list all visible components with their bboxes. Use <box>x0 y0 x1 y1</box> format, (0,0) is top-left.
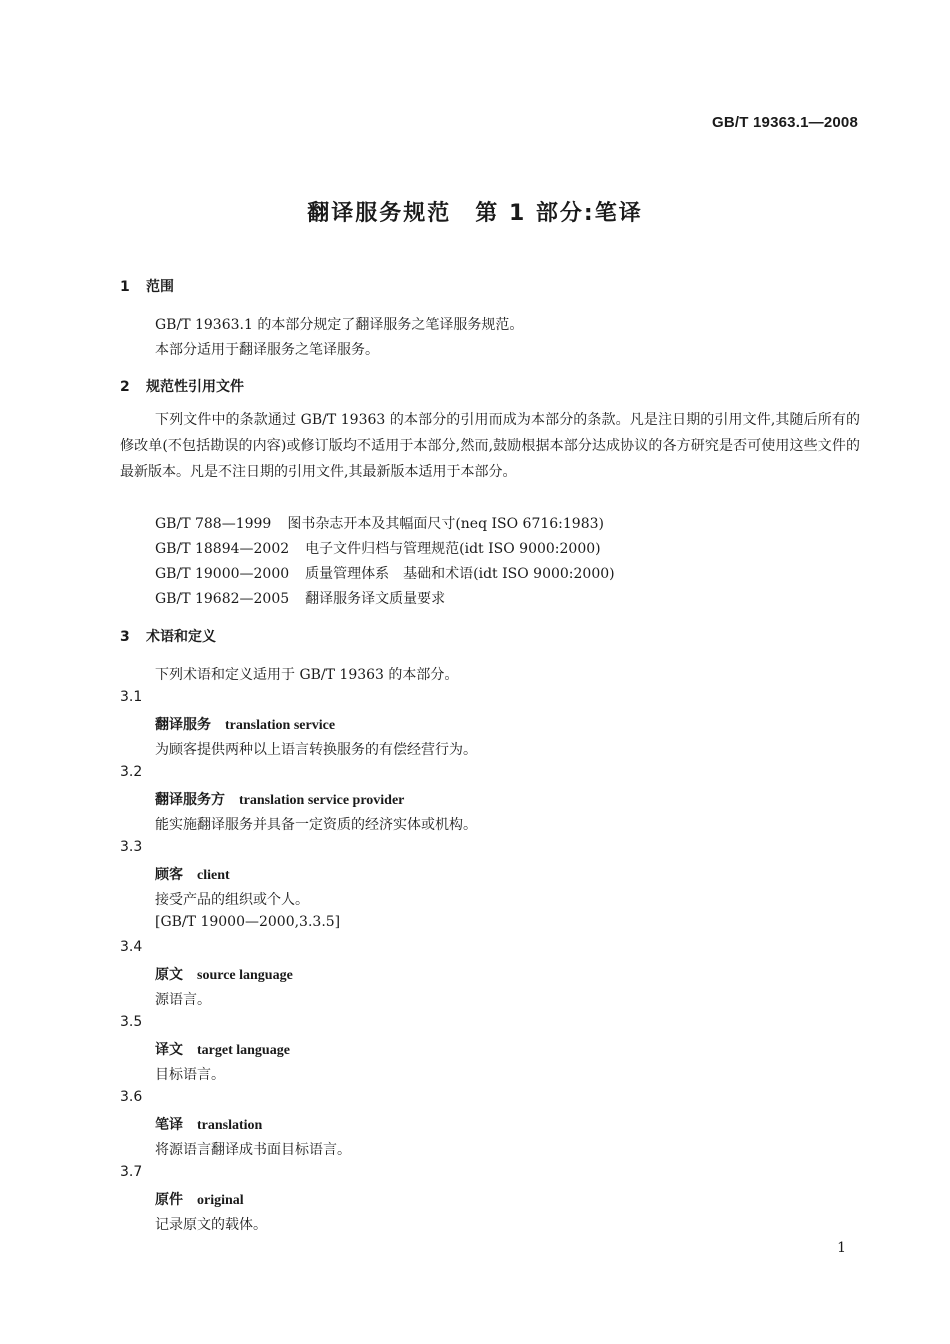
term-entry <box>155 789 404 809</box>
term-entry <box>155 1189 244 1209</box>
term-zh: 笔译 <box>155 1117 183 1133</box>
reference-item <box>155 513 604 533</box>
document-title: 翻译服务规范 第 1 部分:笔译 <box>307 201 643 226</box>
body-line: 本部分适用于翻译服务之笔译服务。 <box>155 342 379 358</box>
term-entry <box>155 714 335 734</box>
term-number: 3.2 <box>120 764 143 780</box>
reference-code: GB/T 18894—2002 <box>155 541 290 557</box>
term-number: 3.6 <box>120 1089 143 1105</box>
term-entry <box>155 864 230 884</box>
section-title: 规范性引用文件 <box>146 379 244 395</box>
reference-item <box>155 588 445 608</box>
term-definition: 为顾客提供两种以上语言转换服务的有偿经营行为。 <box>155 742 477 758</box>
term-definition: 将源语言翻译成书面目标语言。 <box>155 1142 351 1158</box>
body-line: 下列术语和定义适用于 GB/T 19363 的本部分。 <box>155 667 459 683</box>
section-2-heading <box>120 376 244 396</box>
term-en: source language <box>197 968 293 983</box>
body-line: GB/T 19363.1 的本部分规定了翻译服务之笔译服务规范。 <box>155 317 524 333</box>
term-zh: 原件 <box>155 1192 183 1208</box>
section-number: 3 <box>120 629 130 645</box>
term-definition: 能实施翻译服务并具备一定资质的经济实体或机构。 <box>155 817 477 833</box>
term-zh: 译文 <box>155 1042 183 1058</box>
reference-code: GB/T 788—1999 <box>155 516 272 532</box>
standard-number: GB/T 19363.1—2008 <box>712 114 858 131</box>
section-3-heading <box>120 626 216 646</box>
section-number: 1 <box>120 279 130 295</box>
term-definition: 源语言。 <box>155 992 211 1008</box>
term-zh: 翻译服务 <box>155 717 211 733</box>
term-en: target language <box>197 1043 290 1058</box>
term-number: 3.4 <box>120 939 143 955</box>
reference-title: 电子文件归档与管理规范(idt ISO 9000:2000) <box>305 541 601 557</box>
term-definition: 记录原文的载体。 <box>155 1217 267 1233</box>
reference-code: GB/T 19000—2000 <box>155 566 290 582</box>
term-source: [GB/T 19000—2000,3.3.5] <box>155 914 341 930</box>
section-title: 术语和定义 <box>146 629 216 645</box>
reference-title: 图书杂志开本及其幅面尺寸(neq ISO 6716:1983) <box>287 516 604 532</box>
term-en: original <box>197 1193 244 1208</box>
term-number: 3.7 <box>120 1164 143 1180</box>
term-zh: 顾客 <box>155 867 183 883</box>
term-entry <box>155 1039 290 1059</box>
term-number: 3.1 <box>120 689 143 705</box>
reference-item <box>155 563 615 583</box>
reference-code: GB/T 19682—2005 <box>155 591 290 607</box>
normative-reference-paragraph: 下列文件中的条款通过 GB/T 19363 的本部分的引用而成为本部分的条款。凡是注日期的引用文件,其随后所有的修改单(不包括勘误的内容)或修订版均不适用于本部分,然而,鼓励根据本部分达成协议的各方研究是否可使用这些文件的最新版本。凡是不注日期的引用文件,其最新版本适用于本部分。 <box>120 412 860 480</box>
term-definition: 目标语言。 <box>155 1067 225 1083</box>
term-number: 3.3 <box>120 839 143 855</box>
reference-title: 质量管理体系 基础和术语(idt ISO 9000:2000) <box>305 566 615 582</box>
term-zh: 原文 <box>155 967 183 983</box>
reference-title: 翻译服务译文质量要求 <box>305 591 446 607</box>
section-number: 2 <box>120 379 130 395</box>
term-number: 3.5 <box>120 1014 143 1030</box>
term-entry <box>155 1114 262 1134</box>
term-definition: 接受产品的组织或个人。 <box>155 892 309 908</box>
term-entry <box>155 964 293 984</box>
term-en: translation service provider <box>239 793 405 808</box>
term-zh: 翻译服务方 <box>155 792 225 808</box>
reference-item <box>155 538 601 558</box>
section-title: 范围 <box>146 279 174 295</box>
term-en: translation service <box>225 718 336 733</box>
term-en: client <box>197 868 230 883</box>
section-1-heading <box>120 276 174 296</box>
page-number: 1 <box>837 1240 846 1256</box>
term-en: translation <box>197 1118 263 1133</box>
